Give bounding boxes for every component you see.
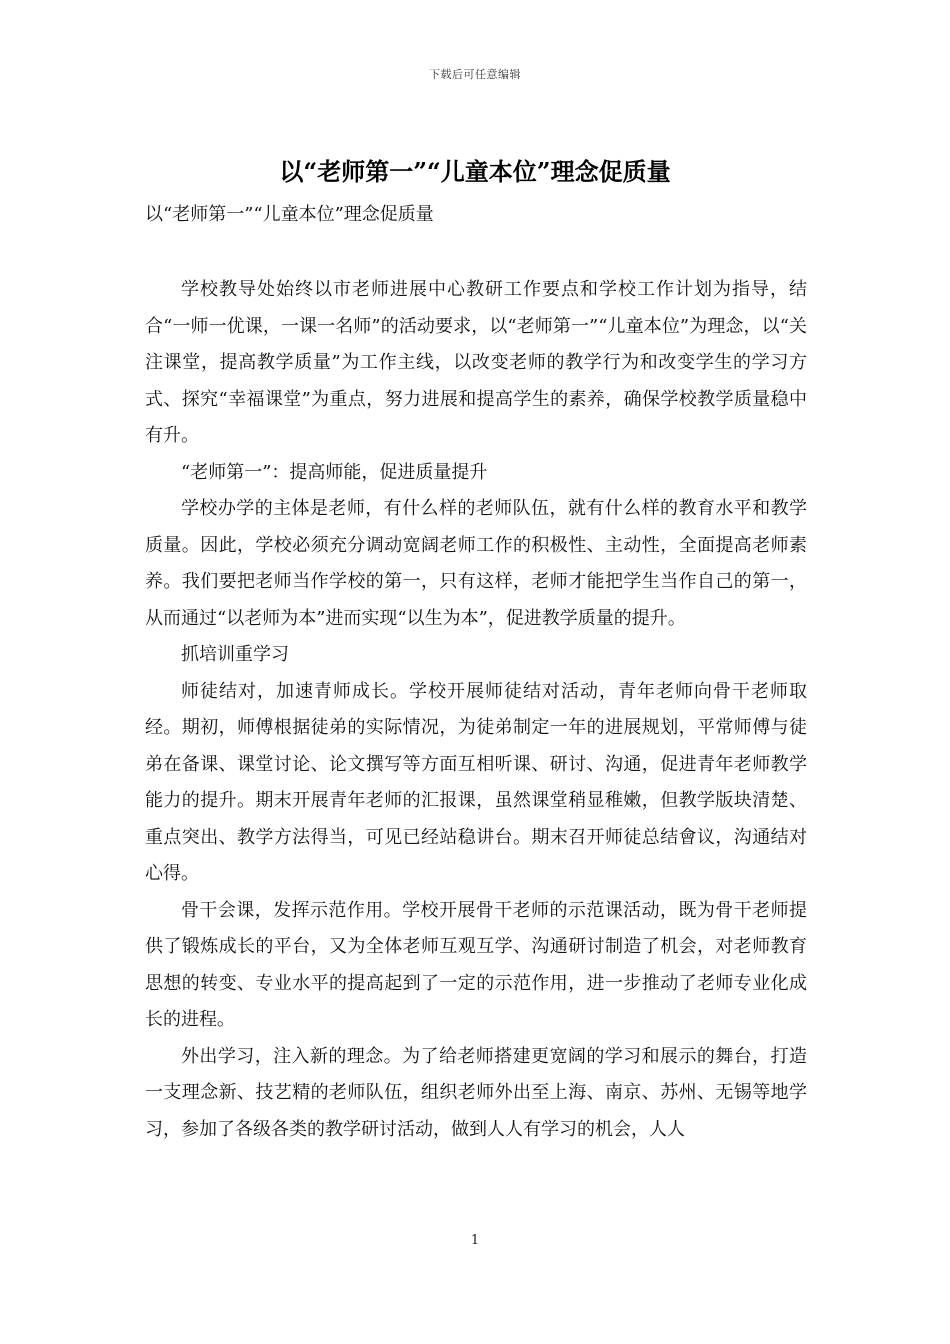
header-note: 下载后可任意编辑 [429, 68, 521, 81]
document-subtitle: 以“老师第一”“儿童本位”理念促质量 [145, 204, 434, 225]
paragraph-teacher-body: 学校办学的主体是老师，有什么样的老师队伍，就有什么样的教育水平和教学质量。因此，学校必须充分调动宽阔老师工作的积极性、主动性，全面提高老师素养。我们要把老师当作学校的第一，只有这样，老师才能把学生当作自己的第一，从而通过“以老师为本”进而实现“以生为本”，促进教学质量的提升。 [145, 498, 807, 629]
section-heading-training: 抓培训重学习 [181, 644, 289, 665]
section-heading-teacher-first: “老师第一”：提高师能，促进质量提升 [181, 461, 488, 483]
document-title: 以“老师第一”“儿童本位”理念促质量 [279, 157, 671, 186]
paragraph-intro: 学校教导处始终以市老师进展中心教研工作要点和学校工作计划为指导，结合“一师一优课，一课一名师”的活动要求，以“老师第一”“儿童本位”为理念，以“关注课堂，提高教学质量”为工作主线，以改变老师的教学行为和改变学生的学习方式、探究“幸福课堂”为重点，努力进展和提高学生的素养，确保学校教学质量稳中有升。 [145, 279, 807, 446]
paragraph-backbone-lessons: 骨干会课，发挥示范作用。学校开展骨干老师的示范课活动，既为骨干老师提供了锻炼成长的平台，又为全体老师互观互学、沟通研讨制造了机会，对老师教育思想的转变、专业水平的提高起到了一定的示范作用，进一步推动了老师专业化成长的进程。 [145, 899, 807, 1030]
paragraph-mentoring: 师徒结对，加速青师成长。学校开展师徒结对活动，青年老师向骨干老师取经。期初，师傅根据徒弟的实际情况，为徒弟制定一年的进展规划，平常师傅与徒弟在备课、课堂讨论、论文撰写等方面互相听课、研讨、沟通，促进青年老师教学能力的提升。期末开展青年老师的汇报课，虽然课堂稍显稚嫩，但教学版块清楚、重点突出、教学方法得当，可见已经站稳讲台。期末召开师徒总结會议，沟通结对心得。 [145, 680, 807, 884]
page-number: 1 [470, 1233, 480, 1248]
document-body [145, 272, 807, 1148]
paragraph-external-study: 外出学习，注入新的理念。为了给老师搭建更宽阔的学习和展示的舞台，打造一支理念新、技艺精的老师队伍，组织老师外出至上海、南京、苏州、无锡等地学习，参加了各级各类的教学研讨活动，做到人人有学习的机会，人人 [145, 1045, 807, 1140]
